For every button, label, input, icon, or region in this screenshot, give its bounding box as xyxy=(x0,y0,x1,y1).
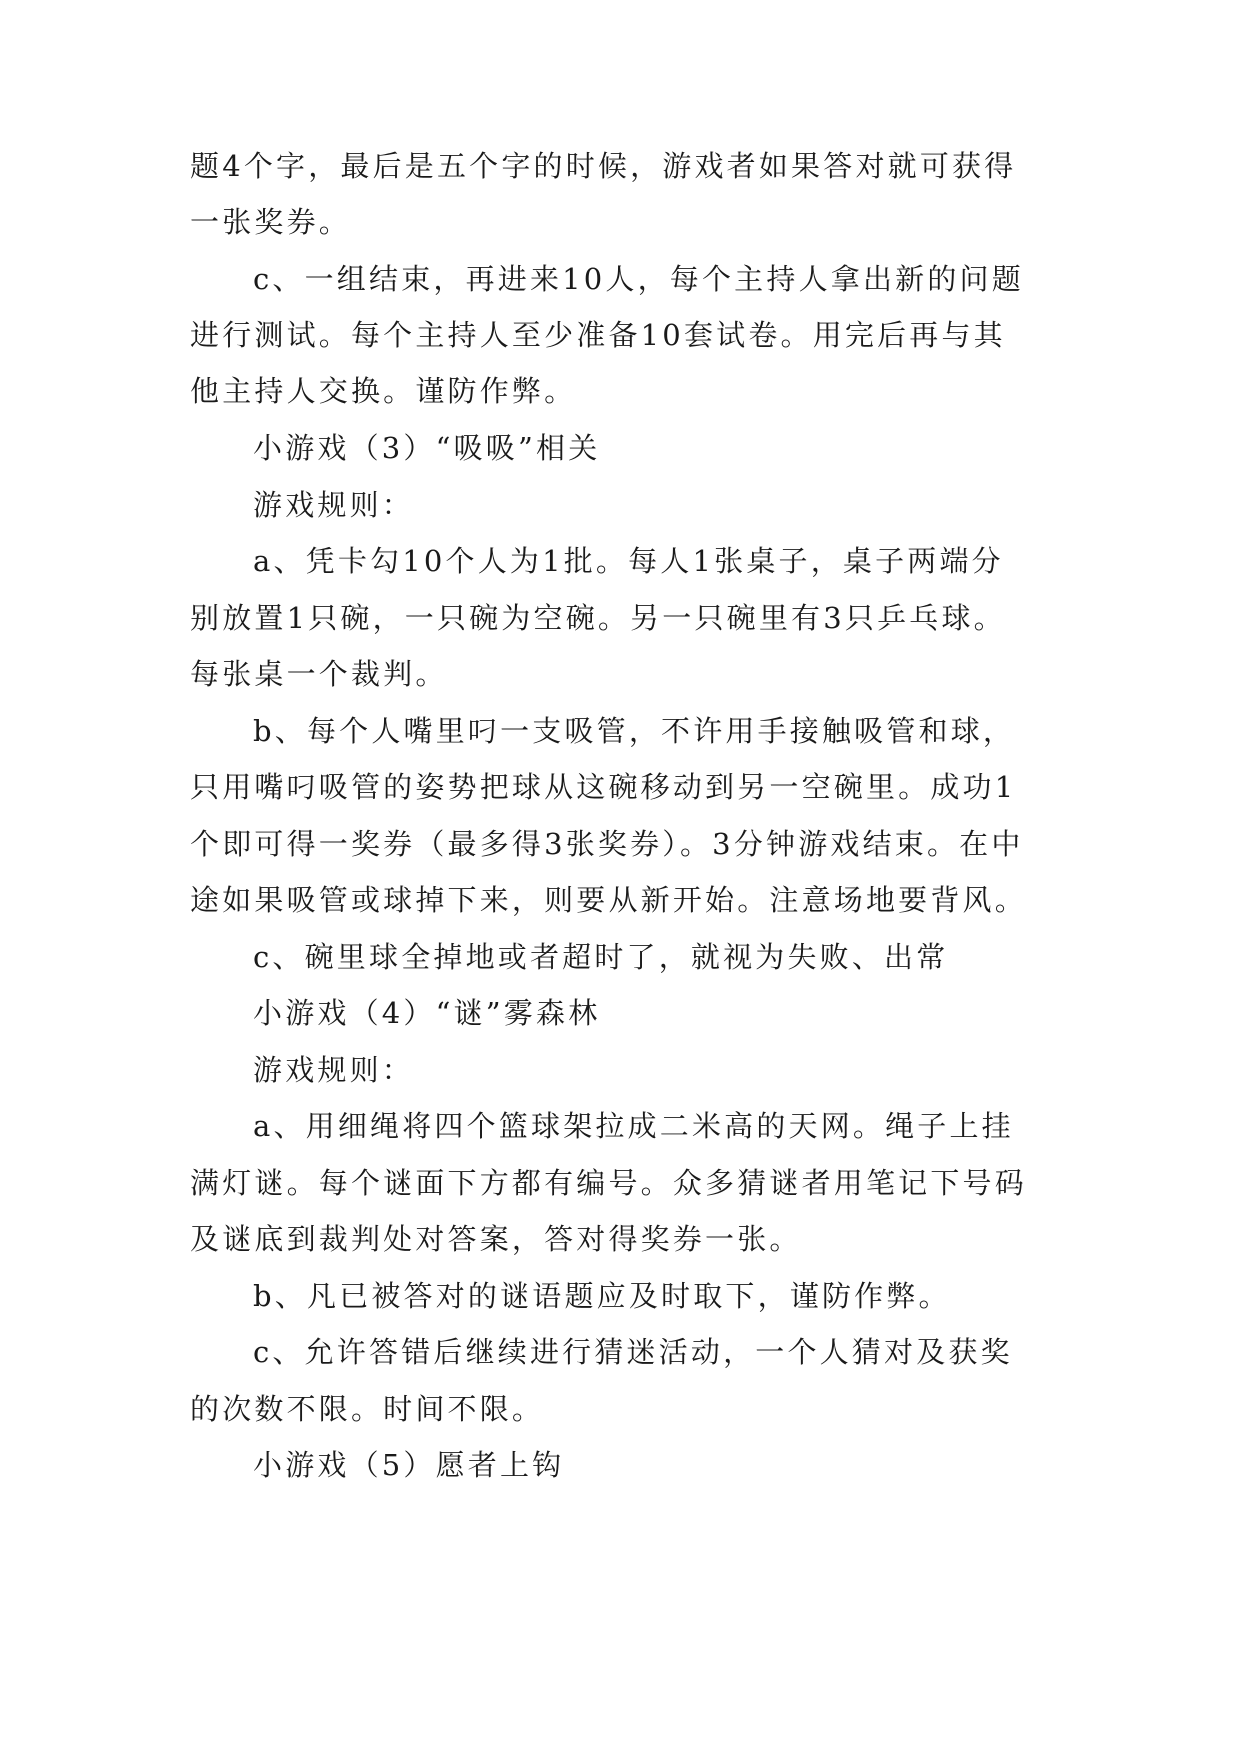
text-line: a、凭卡勾10个人为1批。每人1张桌子，桌子两端分 xyxy=(253,544,1004,578)
section-heading: 小游戏（3）“吸吸”相关 xyxy=(253,431,601,465)
text-line: 进行测试。每个主持人至少准备10套试卷。用完后再与其 xyxy=(190,318,1006,352)
text-line: c、一组结束，再进来10人，每个主持人拿出新的问题 xyxy=(253,262,1024,296)
section-heading: 小游戏（4）“谜”雾森林 xyxy=(253,996,601,1030)
text-line: 途如果吸管或球掉下来，则要从新开始。注意场地要背风。 xyxy=(190,883,1027,917)
text-line: 只用嘴叼吸管的姿势把球从这碗移动到另一空碗里。成功1 xyxy=(190,770,1017,804)
section-heading: 小游戏（5）愿者上钩 xyxy=(253,1448,565,1482)
text-line: 满灯谜。每个谜面下方都有编号。众多猜谜者用笔记下号码 xyxy=(190,1166,1027,1200)
text-line: 他主持人交换。谨防作弊。 xyxy=(190,374,577,408)
text-line: b、凡已被答对的谜语题应及时取下，谨防作弊。 xyxy=(253,1279,951,1313)
text-line: 题4个字，最后是五个字的时候，游戏者如果答对就可获得 xyxy=(190,149,1017,183)
text-line: 一张奖券。 xyxy=(190,205,351,239)
text-line: c、碗里球全掉地或者超时了，就视为失败、出常 xyxy=(253,940,949,974)
text-line: c、允许答错后继续进行猜迷活动，一个人猜对及获奖 xyxy=(253,1335,1013,1369)
rules-heading: 游戏规则： xyxy=(253,1053,414,1087)
text-line: a、用细绳将四个篮球架拉成二米高的天网。绳子上挂 xyxy=(253,1109,1014,1143)
text-line: 别放置1只碗，一只碗为空碗。另一只碗里有3只乒乓球。 xyxy=(190,601,1006,635)
rules-heading: 游戏规则： xyxy=(253,488,414,522)
text-line: 及谜底到裁判处对答案，答对得奖券一张。 xyxy=(190,1222,802,1256)
text-line: 每张桌一个裁判。 xyxy=(190,657,448,691)
text-line: 个即可得一奖券（最多得3张奖券）。3分钟游戏结束。在中 xyxy=(190,827,1024,861)
text-line: 的次数不限。时间不限。 xyxy=(190,1392,545,1426)
text-line: b、每个人嘴里叼一支吸管，不许用手接触吸管和球， xyxy=(253,714,1016,748)
